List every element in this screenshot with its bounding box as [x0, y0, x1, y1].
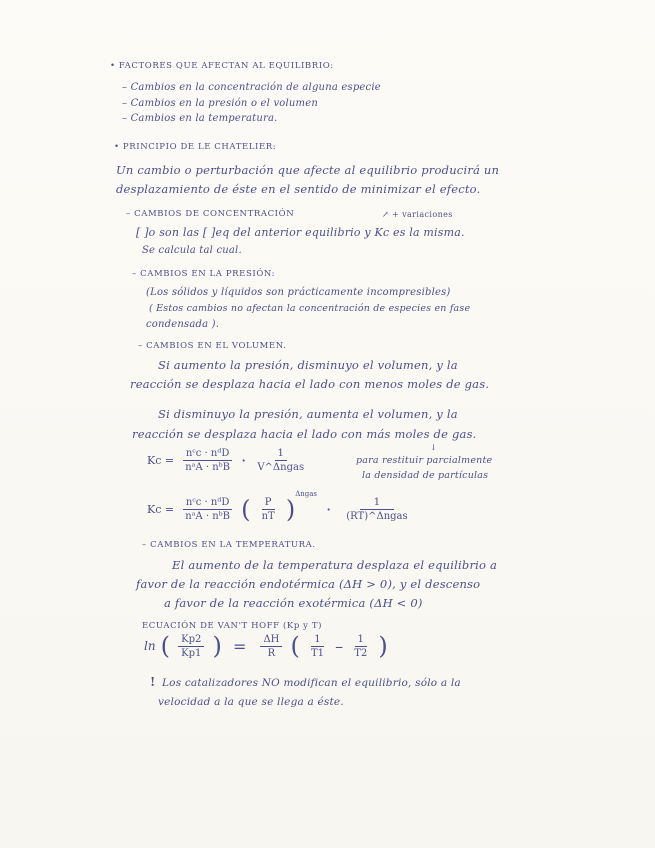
kc2-rt-numerator: 1	[360, 497, 394, 510]
vh-t1: T1	[310, 647, 324, 659]
concentration-title: – CAMBIOS DE CONCENTRACIÓN	[126, 209, 295, 219]
temperature-line-1: El aumento de la temperatura desplaza el equilibrio a	[172, 558, 498, 572]
kc1-lhs: Kc =	[147, 454, 175, 467]
pressure-line-1: (Los sólidos y líquidos son prácticamente incompresibles)	[146, 287, 451, 298]
kc-note-line-2: la densidad de partículas	[362, 470, 489, 481]
catalyst-line-1: Los catalizadores NO modifican el equilibrio, sólo a la	[162, 677, 461, 689]
volume-line-3: Si disminuyo la presión, aumenta el volumen, y la	[158, 407, 458, 421]
kc1-mult: ·	[241, 451, 247, 470]
vh-dh: ΔH	[260, 634, 282, 647]
kc1-volume-denominator: V^Δngas	[257, 462, 305, 473]
pressure-title: – CAMBIOS EN LA PRESIÓN:	[132, 269, 276, 279]
temperature-line-2: favor de la reacción endotérmica (ΔH > 0), y el descenso	[136, 577, 481, 591]
concentration-line-2: Se calcula tal cual.	[142, 245, 242, 256]
vh-r: R	[267, 647, 276, 659]
factor-concentration: – Cambios en la concentración de alguna especie	[122, 82, 381, 93]
kc1-denominator: nᵃA · nᵇB	[185, 462, 231, 473]
vanthoff-formula: ln ( $\frac{Kp2}{Kp1}$ ) = $\frac{\Delta H}{R}$ ( $\frac{1}{T1}$ – $\frac{1}{T2}$ )	[144, 632, 388, 660]
volume-line-2: reacción se desplaza hacia el lado con menos moles de gas.	[130, 377, 490, 391]
kc2-rt-denominator: (RT)^Δngas	[346, 511, 408, 522]
principio-title: • PRINCIPIO DE LE CHATELIER:	[114, 142, 277, 152]
vh-ln: ln	[144, 639, 156, 653]
factor-pressure: – Cambios en la presión o el volumen	[122, 98, 318, 109]
kc2-pressure-denominator: nT	[261, 511, 275, 522]
vh-k2: Kp2	[178, 634, 204, 647]
kc-formula-volume	[147, 448, 310, 473]
vh-equals: =	[232, 636, 247, 656]
kc-note-line-1: para restituir parcialmente	[356, 455, 493, 466]
kc1-volume-numerator: 1	[275, 448, 287, 461]
kc2-pressure-numerator: P	[262, 497, 275, 510]
volume-line-1: Si aumento la presión, disminuyo el volumen, y la	[158, 358, 458, 372]
vh-inv-t1	[308, 634, 327, 659]
kc2-numerator: nᶜc · nᵈD	[183, 497, 233, 510]
catalyst-warning-icon: !	[150, 675, 156, 689]
kc-formula-pressure: Kc = $\frac{\text{nᶜc · nᵈD}}{\text{nᵃA · nᵇB}}$ ( $\frac{P}{nT}$ )$^{\Delta ngas}$ · $\frac{1}{\text{(RT)\textasciicircum{}Δngas}}$	[147, 490, 414, 524]
vh-k1: Kp1	[181, 647, 202, 659]
principio-line-2: desplazamiento de éste en el sentido de minimizar el efecto.	[116, 182, 481, 196]
kc2-exponent: Δngas	[295, 490, 317, 498]
pressure-line-3: condensada ).	[146, 319, 220, 330]
vh-dh-over-r	[260, 634, 282, 659]
kc1-numerator: nᶜc · nᵈD	[183, 448, 233, 461]
volume-title: – CAMBIOS EN EL VOLUMEN.	[138, 341, 287, 351]
kc2-rt-fraction	[343, 497, 410, 522]
kc2-fraction	[182, 497, 233, 522]
factores-title: • FACTORES QUE AFECTAN AL EQUILIBRIO:	[110, 61, 334, 71]
volume-line-4: reacción se desplaza hacia el lado con más moles de gas.	[132, 427, 477, 441]
temperature-line-3: a favor de la reacción exotérmica (ΔH < 0)	[164, 596, 423, 610]
vh-k-ratio	[178, 634, 204, 659]
vh-inv-t2	[351, 634, 370, 659]
vh-one-2: 1	[355, 634, 367, 647]
kc2-denominator: nᵃA · nᵇB	[185, 511, 231, 522]
vh-minus: –	[335, 636, 344, 656]
concentration-annotation: ↗ + variaciones	[382, 210, 453, 219]
concentration-line-1: [ ]o son las [ ]eq del anterior equilibrio y Kc es la misma.	[136, 226, 465, 239]
catalyst-line-2: velocidad a la que se llega a éste.	[158, 696, 344, 708]
principio-line-1: Un cambio o perturbación que afecte al equilibrio producirá un	[116, 163, 500, 177]
pressure-line-2: ( Estos cambios no afectan la concentración de especies en fase	[149, 303, 471, 314]
kc2-pressure-fraction	[259, 497, 278, 522]
kc-note-arrow: ↓	[430, 443, 438, 452]
vh-one-1: 1	[311, 634, 323, 647]
temperature-title: – CAMBIOS EN LA TEMPERATURA.	[142, 540, 316, 550]
kc2-lhs: Kc =	[147, 503, 175, 516]
kc1-volume-fraction	[254, 448, 307, 473]
vh-t2: T2	[354, 647, 368, 659]
kc1-fraction	[182, 448, 233, 473]
vanthoff-title: ECUACIÓN DE VAN'T HOFF (Kp y T)	[142, 621, 323, 631]
factor-temperature: – Cambios en la temperatura.	[122, 113, 278, 124]
